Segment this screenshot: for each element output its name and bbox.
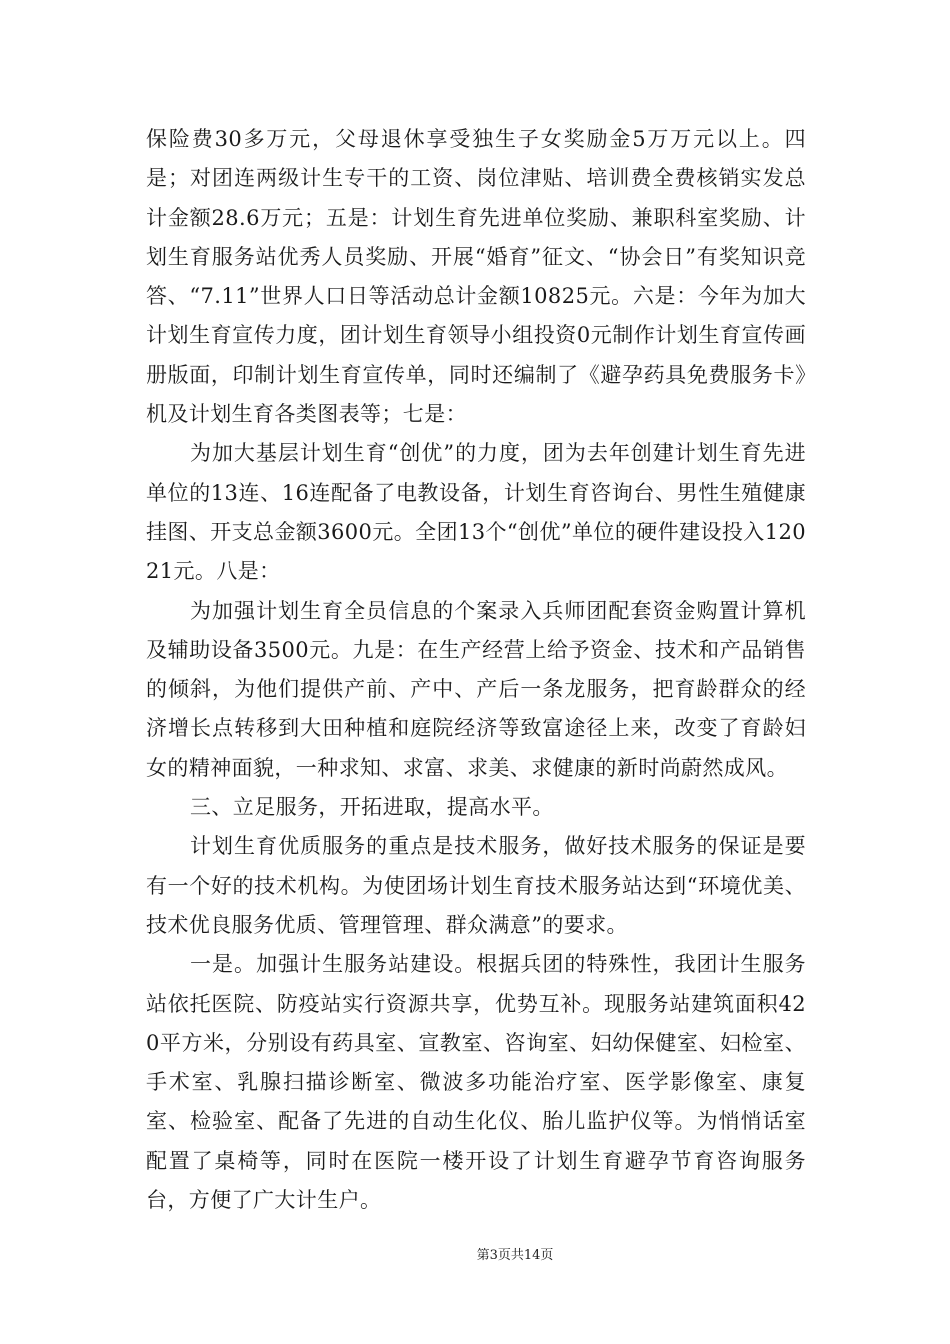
page-number: 第3页共14页 xyxy=(476,1248,554,1263)
paragraph-3: 为加强计划生育全员信息的个案录入兵师团配套资金购置计算机及辅助设备3500元。九是：在生产经营上给予资金、技术和产品销售的倾斜，为他们提供产前、产中、产后一条龙服务，把育龄群众的经济增长点转移到大田种植和庭院经济等致富途径上来，改变了育龄妇女的精神面貌，一种求知、求富、求美、求健康的新时尚蔚然成风。 xyxy=(146,598,806,780)
document-body xyxy=(146,120,806,1220)
paragraph-5: 一是。加强计生服务站建设。根据兵团的特殊性，我团计生服务站依托医院、防疫站实行资源共享，优势互补。现服务站建筑面积420平方米，分别设有药具室、宣教室、咨询室、妇幼保健室、妇检室、手术室、乳腺扫描诊断室、微波多功能治疗室、医学影像室、康复室、检验室、配备了先进的自动生化仪、胎儿监护仪等。为悄悄话室配置了桌椅等，同时在医院一楼开设了计划生育避孕节育咨询服务台，方便了广大计生户。 xyxy=(146,952,806,1213)
paragraph-4: 计划生育优质服务的重点是技术服务，做好技术服务的保证是要有一个好的技术机构。为使团场计划生育技术服务站达到“环境优美、技术优良服务优质、管理管理、群众满意”的要求。 xyxy=(146,834,806,937)
paragraph-1: 保险费30多万元，父母退休享受独生子女奖励金5万万元以上。四是；对团连两级计生专干的工资、岗位津贴、培训费全费核销实发总计金额28.6万元；五是：计划生育先进单位奖励、兼职科室奖励、计划生育服务站优秀人员奖励、开展“婚育”征文、“协会日”有奖知识竞答、“7.11”世界人口日等活动总计金额10825元。六是：今年为加大计划生育宣传力度，团计划生育领导小组投资0元制作计划生育宣传画册版面，印制计划生育宣传单，同时还编制了《避孕药具免费服务卡》机及计划生育各类图表等；七是： xyxy=(146,127,806,427)
section-heading: 三、立足服务，开拓进取，提高水平。 xyxy=(190,795,554,820)
paragraph-2: 为加大基层计划生育“创优”的力度，团为去年创建计划生育先进单位的13连、16连配备了电教设备，计划生育咨询台、男性生殖健康挂图、开支总金额3600元。全团13个“创优”单位的硬件建设投入12021元。八是： xyxy=(146,441,806,584)
